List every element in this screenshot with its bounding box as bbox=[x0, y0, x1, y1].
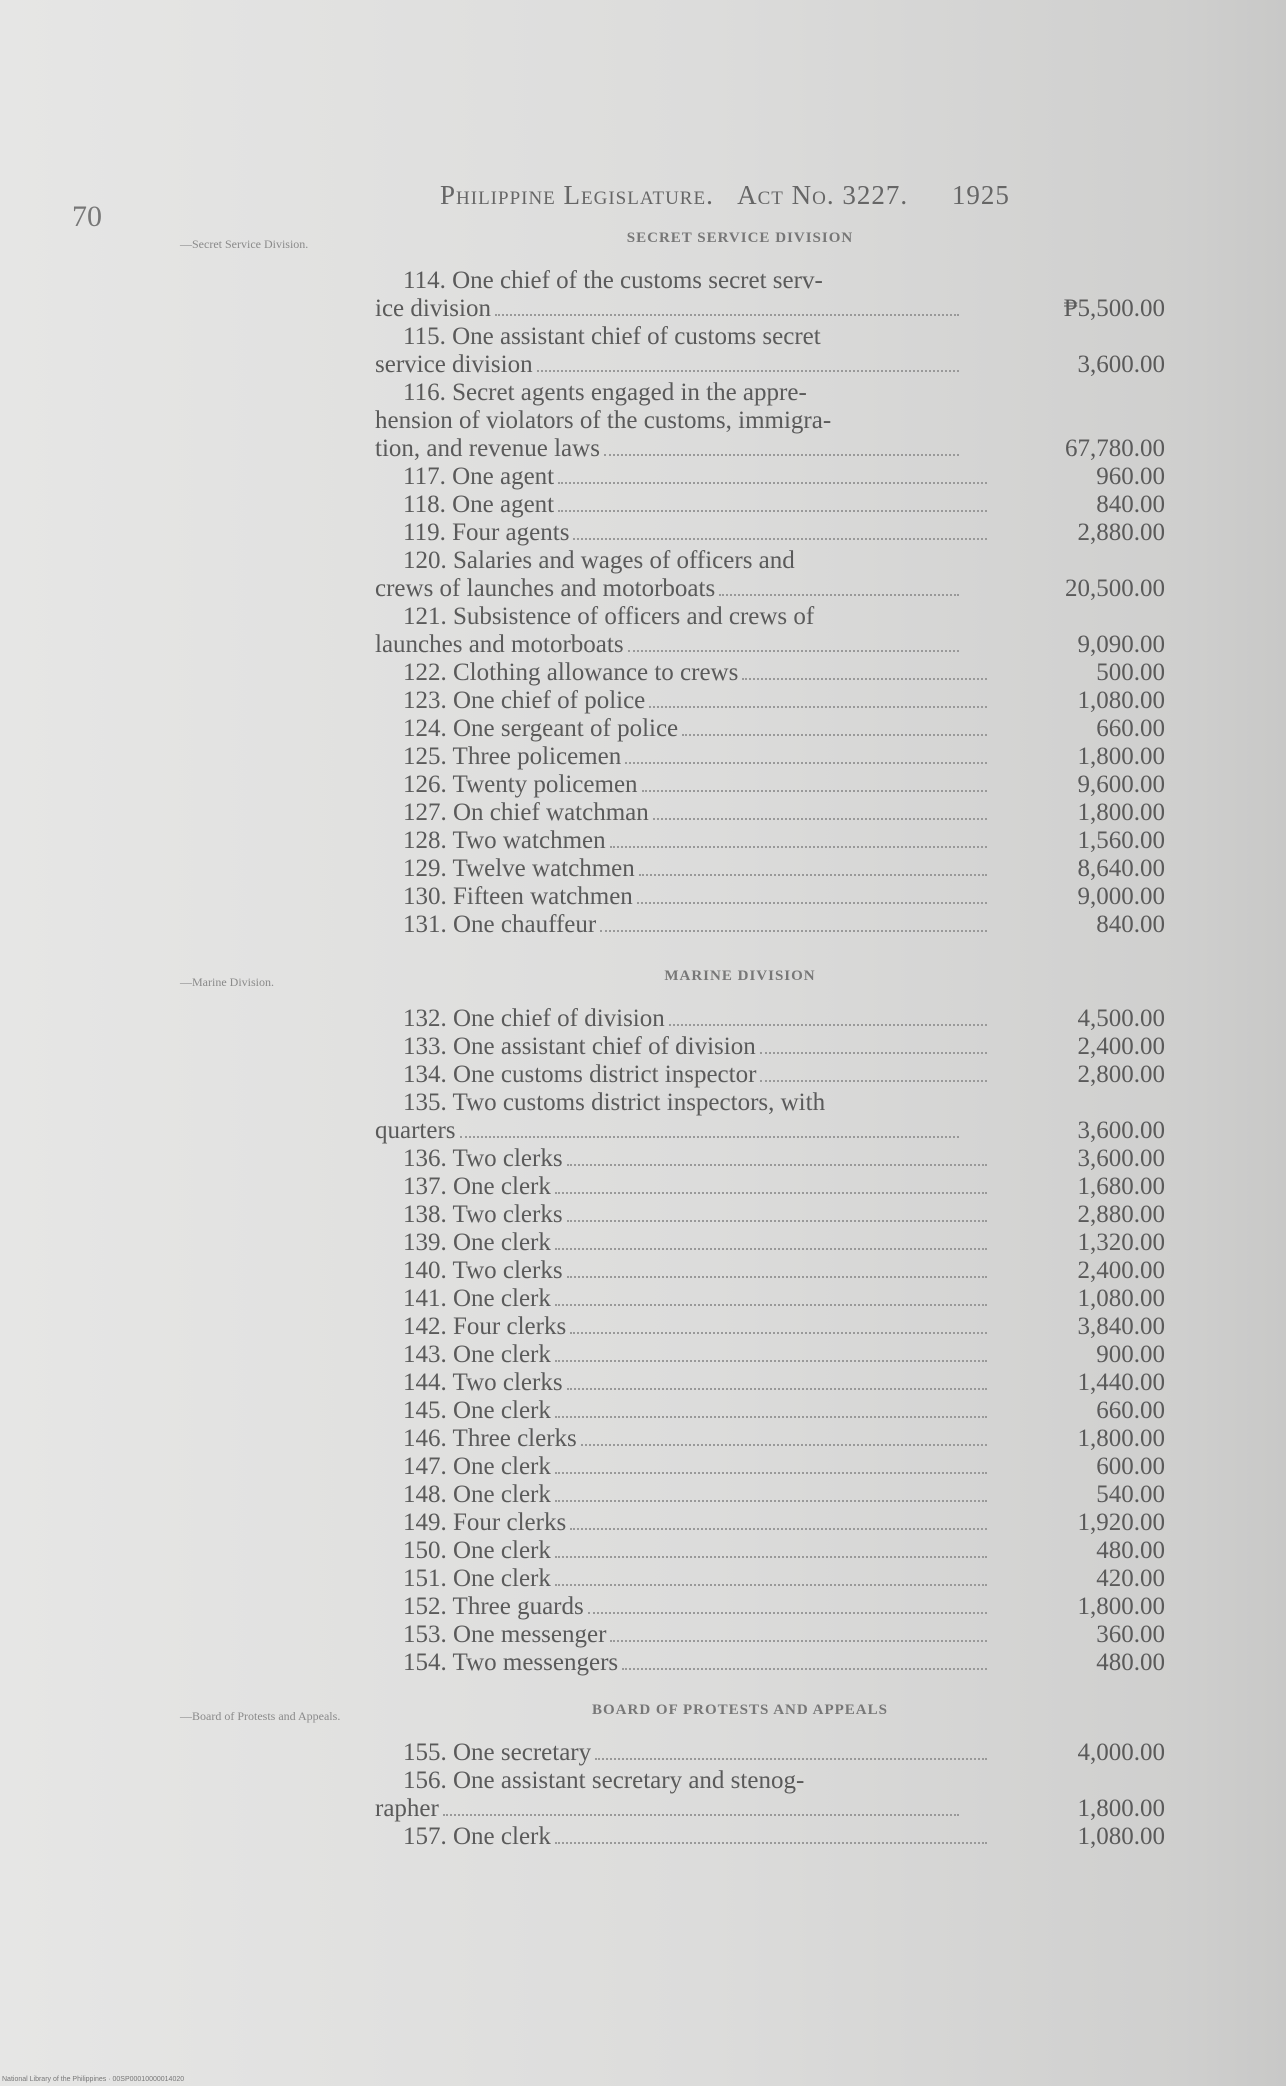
section-title: SECRET SERVICE DIVISION bbox=[626, 230, 854, 246]
item-text: 132. One chief of division bbox=[403, 1005, 665, 1032]
margin-note: —Board of Protests and Appeals. bbox=[180, 1709, 341, 1723]
appropriation-item bbox=[375, 547, 1165, 603]
item-text: 151. One clerk bbox=[403, 1565, 551, 1592]
item-amount: 660.00 bbox=[1096, 1397, 1165, 1424]
item-amount: 4,000.00 bbox=[1077, 1739, 1165, 1766]
appropriation-item bbox=[375, 1739, 1165, 1767]
item-text: 142. Four clerks bbox=[403, 1313, 567, 1340]
item-text: 136. Two clerks bbox=[403, 1145, 563, 1172]
item-amount: 1,800.00 bbox=[1077, 1795, 1165, 1822]
item-amount: 1,080.00 bbox=[1077, 1823, 1165, 1850]
appropriation-item bbox=[375, 1481, 1165, 1509]
dot-leader bbox=[610, 1640, 987, 1642]
dot-leader bbox=[567, 1220, 987, 1222]
item-amount: 67,780.00 bbox=[1065, 435, 1165, 462]
dot-leader bbox=[628, 650, 959, 652]
item-amount: 1,680.00 bbox=[1077, 1173, 1165, 1200]
dot-leader bbox=[625, 762, 987, 764]
appropriation-item bbox=[375, 687, 1165, 715]
appropriation-item bbox=[375, 267, 1165, 323]
dot-leader bbox=[639, 874, 987, 876]
item-amount: 20,500.00 bbox=[1065, 575, 1165, 602]
dot-leader bbox=[555, 1556, 987, 1558]
item-text: 138. Two clerks bbox=[403, 1201, 563, 1228]
appropriation-item bbox=[375, 1145, 1165, 1173]
item-text: 119. Four agents bbox=[403, 519, 570, 546]
item-text: 117. One agent bbox=[403, 463, 555, 490]
margin-note: —Marine Division. bbox=[180, 975, 274, 989]
appropriation-item bbox=[375, 1201, 1165, 1229]
appropriation-item bbox=[375, 911, 1165, 939]
margin-note: —Secret Service Division. bbox=[180, 237, 309, 251]
appropriation-item bbox=[375, 1537, 1165, 1565]
item-amount: 3,600.00 bbox=[1077, 1117, 1165, 1144]
dot-leader bbox=[495, 314, 959, 316]
section-title: BOARD OF PROTESTS AND APPEALS bbox=[592, 1702, 888, 1718]
item-amount: 3,600.00 bbox=[1077, 351, 1165, 378]
item-amount: 1,800.00 bbox=[1077, 1425, 1165, 1452]
appropriation-item bbox=[375, 883, 1165, 911]
item-text: 131. One chauffeur bbox=[403, 911, 597, 938]
dot-leader bbox=[604, 454, 959, 456]
dot-leader bbox=[558, 510, 987, 512]
item-amount: 1,920.00 bbox=[1077, 1509, 1165, 1536]
dot-leader bbox=[595, 1758, 987, 1760]
item-amount: 540.00 bbox=[1096, 1481, 1165, 1508]
item-amount: 1,560.00 bbox=[1077, 827, 1165, 854]
appropriation-item bbox=[375, 1313, 1165, 1341]
year: 1925 bbox=[951, 180, 1010, 210]
item-text: rapher bbox=[375, 1795, 439, 1822]
item-text: 141. One clerk bbox=[403, 1285, 551, 1312]
dot-leader bbox=[573, 538, 987, 540]
dot-leader bbox=[653, 818, 987, 820]
appropriation-item bbox=[375, 1341, 1165, 1369]
item-text: 154. Two messengers bbox=[403, 1649, 619, 1676]
item-text: service division bbox=[375, 351, 533, 378]
dot-leader bbox=[622, 1668, 987, 1670]
appropriation-item bbox=[375, 491, 1165, 519]
appropriation-item bbox=[375, 659, 1165, 687]
item-text: hension of violators of the customs, immigra- bbox=[375, 407, 832, 434]
item-amount: 1,440.00 bbox=[1077, 1369, 1165, 1396]
dot-leader bbox=[555, 1842, 987, 1844]
item-amount: 660.00 bbox=[1096, 715, 1165, 742]
dot-leader bbox=[570, 1528, 987, 1530]
item-amount: 840.00 bbox=[1096, 911, 1165, 938]
dot-leader bbox=[537, 370, 959, 372]
item-amount: 420.00 bbox=[1096, 1565, 1165, 1592]
appropriation-item bbox=[375, 1823, 1165, 1851]
appropriation-item bbox=[375, 1257, 1165, 1285]
legislature-title: Philippine Legislature. bbox=[440, 180, 714, 210]
appropriation-item bbox=[375, 1089, 1165, 1145]
item-text: 152. Three guards bbox=[403, 1593, 584, 1620]
item-amount: 9,090.00 bbox=[1077, 631, 1165, 658]
appropriation-item bbox=[375, 379, 1165, 463]
item-text: 123. One chief of police bbox=[403, 687, 646, 714]
item-amount: 500.00 bbox=[1096, 659, 1165, 686]
appropriation-item bbox=[375, 1767, 1165, 1823]
item-amount: 600.00 bbox=[1096, 1453, 1165, 1480]
item-text: 156. One assistant secretary and stenog- bbox=[403, 1767, 805, 1794]
appropriation-item bbox=[375, 1565, 1165, 1593]
item-text: tion, and revenue laws bbox=[375, 435, 600, 462]
dot-leader bbox=[642, 790, 987, 792]
appropriation-item bbox=[375, 519, 1165, 547]
appropriation-item bbox=[375, 799, 1165, 827]
item-text: 150. One clerk bbox=[403, 1537, 551, 1564]
item-amount: 1,080.00 bbox=[1077, 1285, 1165, 1312]
running-head bbox=[440, 180, 1010, 211]
item-text: 126. Twenty policemen bbox=[403, 771, 638, 798]
dot-leader bbox=[567, 1388, 987, 1390]
dot-leader bbox=[760, 1052, 987, 1054]
item-amount: 480.00 bbox=[1096, 1537, 1165, 1564]
dot-leader bbox=[558, 482, 987, 484]
appropriation-item bbox=[375, 1061, 1165, 1089]
appropriation-item bbox=[375, 1285, 1165, 1313]
item-text: crews of launches and motorboats bbox=[375, 575, 716, 602]
appropriation-item bbox=[375, 855, 1165, 883]
item-text: 129. Twelve watchmen bbox=[403, 855, 635, 882]
item-text: 128. Two watchmen bbox=[403, 827, 606, 854]
item-text: 149. Four clerks bbox=[403, 1509, 567, 1536]
dot-leader bbox=[649, 706, 987, 708]
dot-leader bbox=[669, 1024, 987, 1026]
item-amount: 1,800.00 bbox=[1077, 743, 1165, 770]
item-amount: 2,400.00 bbox=[1077, 1033, 1165, 1060]
dot-leader bbox=[570, 1332, 987, 1334]
item-text: 116. Secret agents engaged in the appre- bbox=[403, 379, 807, 406]
dot-leader bbox=[760, 1080, 987, 1082]
appropriation-item bbox=[375, 1509, 1165, 1537]
dot-leader bbox=[555, 1248, 987, 1250]
item-text: 143. One clerk bbox=[403, 1341, 551, 1368]
appropriation-item bbox=[375, 1453, 1165, 1481]
item-amount: 1,800.00 bbox=[1077, 1593, 1165, 1620]
appropriation-item bbox=[375, 1229, 1165, 1257]
item-text: quarters bbox=[375, 1117, 456, 1144]
dot-leader bbox=[637, 902, 987, 904]
item-text: 134. One customs district inspector bbox=[403, 1061, 757, 1088]
item-amount: 8,640.00 bbox=[1077, 855, 1165, 882]
item-text: 139. One clerk bbox=[403, 1229, 551, 1256]
item-text: 155. One secretary bbox=[403, 1739, 592, 1766]
item-text: 157. One clerk bbox=[403, 1823, 551, 1850]
dot-leader bbox=[555, 1192, 987, 1194]
act-number: Act No. 3227. bbox=[737, 180, 909, 210]
appropriation-item bbox=[375, 1593, 1165, 1621]
item-amount: 3,600.00 bbox=[1077, 1145, 1165, 1172]
appropriation-item bbox=[375, 603, 1165, 659]
item-text: 127. On chief watchman bbox=[403, 799, 649, 826]
item-text: 120. Salaries and wages of officers and bbox=[403, 547, 795, 574]
item-text: launches and motorboats bbox=[375, 631, 624, 658]
item-text: 144. Two clerks bbox=[403, 1369, 563, 1396]
appropriation-item bbox=[375, 463, 1165, 491]
dot-leader bbox=[555, 1360, 987, 1362]
item-amount: 900.00 bbox=[1096, 1341, 1165, 1368]
item-amount: 360.00 bbox=[1096, 1621, 1165, 1648]
item-amount: 2,880.00 bbox=[1077, 519, 1165, 546]
appropriation-item bbox=[375, 1369, 1165, 1397]
dot-leader bbox=[600, 930, 987, 932]
item-text: 125. Three policemen bbox=[403, 743, 622, 770]
item-amount: 9,000.00 bbox=[1077, 883, 1165, 910]
item-text: 146. Three clerks bbox=[403, 1425, 577, 1452]
item-amount: 1,800.00 bbox=[1077, 799, 1165, 826]
item-text: 145. One clerk bbox=[403, 1397, 551, 1424]
dot-leader bbox=[581, 1444, 987, 1446]
dot-leader bbox=[555, 1584, 987, 1586]
dot-leader bbox=[460, 1136, 959, 1138]
item-text: 114. One chief of the customs secret serv- bbox=[403, 267, 823, 294]
dot-leader bbox=[443, 1814, 959, 1816]
section-title: MARINE DIVISION bbox=[664, 968, 816, 984]
item-amount: ₱5,500.00 bbox=[1063, 295, 1165, 322]
appropriation-item bbox=[375, 1173, 1165, 1201]
item-text: 130. Fifteen watchmen bbox=[403, 883, 633, 910]
appropriation-item bbox=[375, 743, 1165, 771]
item-amount: 2,800.00 bbox=[1077, 1061, 1165, 1088]
item-amount: 2,400.00 bbox=[1077, 1257, 1165, 1284]
dot-leader bbox=[555, 1416, 987, 1418]
item-text: 124. One sergeant of police bbox=[403, 715, 679, 742]
item-amount: 1,080.00 bbox=[1077, 687, 1165, 714]
dot-leader bbox=[555, 1500, 987, 1502]
item-text: ice division bbox=[375, 295, 491, 322]
appropriation-item bbox=[375, 1397, 1165, 1425]
appropriation-item bbox=[375, 1621, 1165, 1649]
item-amount: 9,600.00 bbox=[1077, 771, 1165, 798]
dot-leader bbox=[567, 1276, 987, 1278]
footer-credit: National Library of the Philippines · 00SP00010000014020 bbox=[2, 2076, 185, 2083]
item-text: 153. One messenger bbox=[403, 1621, 607, 1648]
page-number: 70 bbox=[72, 200, 102, 233]
item-amount: 2,880.00 bbox=[1077, 1201, 1165, 1228]
dot-leader bbox=[719, 594, 959, 596]
dot-leader bbox=[682, 734, 987, 736]
appropriation-item bbox=[375, 715, 1165, 743]
item-text: 133. One assistant chief of division bbox=[403, 1033, 756, 1060]
item-amount: 960.00 bbox=[1096, 463, 1165, 490]
appropriation-item bbox=[375, 1033, 1165, 1061]
dot-leader bbox=[555, 1472, 987, 1474]
dot-leader bbox=[588, 1612, 987, 1614]
appropriation-item bbox=[375, 1005, 1165, 1033]
item-text: 115. One assistant chief of customs secret bbox=[403, 323, 821, 350]
item-text: 118. One agent bbox=[403, 491, 555, 518]
item-amount: 840.00 bbox=[1096, 491, 1165, 518]
item-text: 122. Clothing allowance to crews bbox=[403, 659, 739, 686]
item-amount: 480.00 bbox=[1096, 1649, 1165, 1676]
item-text: 121. Subsistence of officers and crews of bbox=[403, 603, 815, 630]
appropriation-item bbox=[375, 827, 1165, 855]
appropriation-item bbox=[375, 771, 1165, 799]
item-text: 140. Two clerks bbox=[403, 1257, 563, 1284]
appropriation-item bbox=[375, 1425, 1165, 1453]
item-text: 137. One clerk bbox=[403, 1173, 551, 1200]
appropriation-item bbox=[375, 323, 1165, 379]
dot-leader bbox=[555, 1304, 987, 1306]
item-text: 147. One clerk bbox=[403, 1453, 551, 1480]
item-text: 135. Two customs district inspectors, with bbox=[403, 1089, 826, 1116]
item-amount: 1,320.00 bbox=[1077, 1229, 1165, 1256]
appropriation-item bbox=[375, 1649, 1165, 1677]
item-amount: 3,840.00 bbox=[1077, 1313, 1165, 1340]
dot-leader bbox=[567, 1164, 987, 1166]
dot-leader bbox=[610, 846, 987, 848]
item-amount: 4,500.00 bbox=[1077, 1005, 1165, 1032]
dot-leader bbox=[742, 678, 987, 680]
item-text: 148. One clerk bbox=[403, 1481, 551, 1508]
